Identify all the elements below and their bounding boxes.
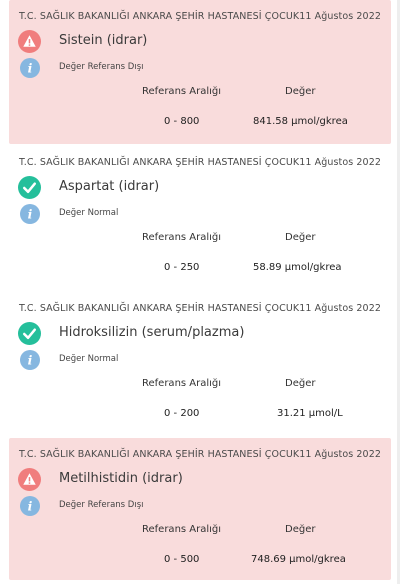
svg-text:i: i bbox=[27, 60, 33, 76]
info-icon[interactable] bbox=[20, 204, 40, 224]
status-text: Değer Normal bbox=[59, 208, 119, 218]
hospital-name: T.C. SAĞLIK BAKANLIĞI ANKARA ŞEHİR HASTANESİ ÇOCUK bbox=[19, 11, 300, 22]
card-header bbox=[19, 303, 381, 314]
value-header: Değer bbox=[285, 524, 316, 535]
value-header: Değer bbox=[285, 86, 316, 97]
value-header: Değer bbox=[285, 232, 316, 243]
result-card[interactable] bbox=[9, 0, 391, 144]
result-card[interactable] bbox=[9, 438, 391, 580]
test-name: Aspartat (idrar) bbox=[59, 179, 160, 194]
value-header: Değer bbox=[285, 378, 316, 389]
warning-icon bbox=[18, 30, 41, 53]
ref-range-header: Referans Aralığı bbox=[142, 524, 222, 535]
card-header bbox=[19, 157, 381, 168]
result-value: 31.21 µmol/L bbox=[277, 408, 343, 419]
result-date: 11 Ağustos 2022 bbox=[299, 157, 381, 168]
hospital-name: T.C. SAĞLIK BAKANLIĞI ANKARA ŞEHİR HASTANESİ ÇOCUK bbox=[19, 157, 300, 168]
hospital-name: T.C. SAĞLIK BAKANLIĞI ANKARA ŞEHİR HASTANESİ ÇOCUK bbox=[19, 303, 300, 314]
card-header bbox=[19, 11, 381, 22]
result-date: 11 Ağustos 2022 bbox=[299, 449, 381, 460]
status-text: Değer Referans Dışı bbox=[59, 500, 144, 510]
info-icon[interactable] bbox=[20, 496, 40, 516]
ref-range-header: Referans Aralığı bbox=[142, 378, 222, 389]
ref-range-header: Referans Aralığı bbox=[142, 232, 222, 243]
info-icon[interactable] bbox=[20, 58, 40, 78]
result-date: 11 Ağustos 2022 bbox=[299, 11, 381, 22]
result-card[interactable] bbox=[9, 292, 391, 436]
test-name: Hidroksilizin (serum/plazma) bbox=[59, 325, 245, 340]
check-circle-icon bbox=[18, 322, 41, 345]
ref-range-value: 0 - 800 bbox=[164, 116, 200, 127]
test-name: Sistein (idrar) bbox=[59, 33, 148, 48]
svg-text:i: i bbox=[27, 498, 33, 514]
result-value: 58.89 µmol/gkrea bbox=[253, 262, 342, 273]
info-icon[interactable] bbox=[20, 350, 40, 370]
result-date: 11 Ağustos 2022 bbox=[299, 303, 381, 314]
status-text: Değer Normal bbox=[59, 354, 119, 364]
result-value: 841.58 µmol/gkrea bbox=[253, 116, 348, 127]
card-header bbox=[19, 449, 381, 460]
warning-icon bbox=[18, 468, 41, 491]
check-circle-icon bbox=[18, 176, 41, 199]
ref-range-header: Referans Aralığı bbox=[142, 86, 222, 97]
ref-range-value: 0 - 500 bbox=[164, 554, 200, 565]
svg-text:i: i bbox=[27, 206, 33, 222]
test-name: Metilhistidin (idrar) bbox=[59, 471, 183, 486]
hospital-name: T.C. SAĞLIK BAKANLIĞI ANKARA ŞEHİR HASTANESİ ÇOCUK bbox=[19, 449, 300, 460]
ref-range-value: 0 - 250 bbox=[164, 262, 200, 273]
ref-range-value: 0 - 200 bbox=[164, 408, 200, 419]
status-text: Değer Referans Dışı bbox=[59, 62, 144, 72]
result-card[interactable] bbox=[9, 146, 391, 292]
svg-text:i: i bbox=[27, 352, 33, 368]
result-value: 748.69 µmol/gkrea bbox=[251, 554, 346, 565]
